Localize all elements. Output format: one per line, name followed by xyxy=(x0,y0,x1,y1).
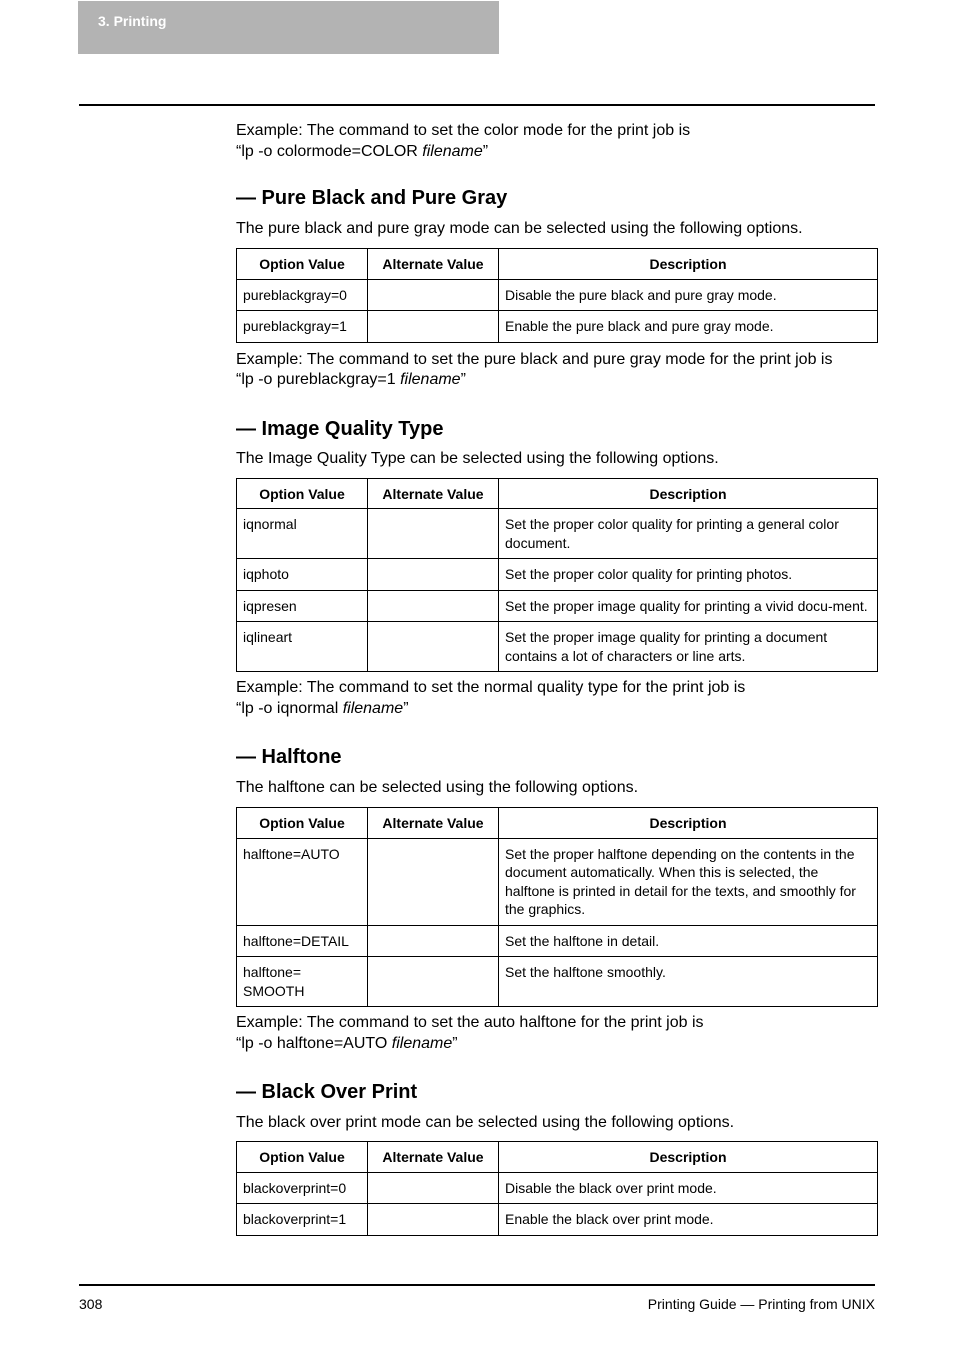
example-command: “lp -o iqnormal xyxy=(236,699,343,717)
footer-title: Printing Guide — Printing from UNIX xyxy=(647,1296,875,1312)
example-command: “lp -o pureblackgray=1 xyxy=(236,371,401,388)
example-line: Example: The command to set the pure black and pure gray mode for the print job is xyxy=(236,350,833,368)
option-cell: iqnormal xyxy=(237,509,368,559)
description-cell: Set the proper color quality for printing a general color document. xyxy=(499,509,878,559)
description-cell: Set the proper image quality for printing a vivid docu-ment. xyxy=(499,590,878,622)
chapter-label: 3. Printing xyxy=(98,13,167,29)
options-table xyxy=(236,807,878,1007)
col-header-option: Option Value xyxy=(237,808,368,839)
alternate-cell xyxy=(368,622,499,672)
table-header-row xyxy=(237,808,878,839)
example-filename: filename xyxy=(342,699,404,717)
page-content xyxy=(236,121,876,1236)
table-row xyxy=(237,1172,878,1204)
option-cell: iqlineart xyxy=(237,622,368,672)
alternate-cell xyxy=(368,957,499,1007)
example-command: “lp -o colormode=COLOR xyxy=(236,142,423,160)
table-row xyxy=(237,590,878,622)
option-cell: blackoverprint=0 xyxy=(237,1172,368,1204)
table-row xyxy=(237,957,878,1007)
section-intro: The halftone can be selected using the following options. xyxy=(236,779,639,796)
table-row xyxy=(237,559,878,591)
chapter-tab xyxy=(78,1,499,54)
table-row xyxy=(237,1204,878,1236)
table-row xyxy=(237,279,878,311)
example-filename: filename xyxy=(400,371,461,388)
alternate-cell xyxy=(368,1204,499,1236)
col-header-alternate: Alternate Value xyxy=(368,249,499,280)
header-rule xyxy=(79,104,875,106)
intro-example: Example: The command to set the color mode for the print job is “lp -o colormode=COLOR filename” xyxy=(236,122,691,160)
section-title: — Pure Black and Pure Gray xyxy=(236,187,508,209)
section-title: — Halftone xyxy=(236,746,342,768)
section-intro: The pure black and pure gray mode can be selected using the following options. xyxy=(236,220,803,237)
col-header-alternate: Alternate Value xyxy=(368,478,499,509)
section-example: Example: The command to set the auto halftone for the print job is “lp -o halftone=AUTO filename” xyxy=(236,1014,704,1052)
option-cell: pureblackgray=1 xyxy=(237,311,368,343)
description-cell: Enable the pure black and pure gray mode. xyxy=(499,311,878,343)
col-header-description: Description xyxy=(499,478,878,509)
table-header-row xyxy=(237,249,878,280)
col-header-description: Description xyxy=(499,1142,878,1173)
option-cell: halftone=AUTO xyxy=(237,838,368,925)
example-filename: filename xyxy=(422,142,483,160)
options-table xyxy=(236,478,878,673)
section-example: Example: The command to set the normal quality type for the print job is “lp -o iqnormal filename” xyxy=(236,679,746,717)
alternate-cell xyxy=(368,925,499,957)
option-cell: iqphoto xyxy=(237,559,368,591)
alternate-cell xyxy=(368,838,499,925)
table-row xyxy=(237,509,878,559)
option-cell: pureblackgray=0 xyxy=(237,279,368,311)
alternate-cell xyxy=(368,311,499,343)
description-cell: Set the proper halftone depending on the contents in the document automatically. When this is selected, the halftone is printed in detail for the texts, and smoothly for the graphics. xyxy=(499,838,878,925)
description-cell: Disable the black over print mode. xyxy=(499,1172,878,1204)
description-cell: Disable the pure black and pure gray mode. xyxy=(499,279,878,311)
alternate-cell xyxy=(368,1172,499,1204)
col-header-description: Description xyxy=(499,808,878,839)
alternate-cell xyxy=(368,509,499,559)
table-row xyxy=(237,925,878,957)
description-cell: Enable the black over print mode. xyxy=(499,1204,878,1236)
alternate-cell xyxy=(368,279,499,311)
table-header-row xyxy=(237,1142,878,1173)
table-header-row xyxy=(237,478,878,509)
option-cell: halftone= SMOOTH xyxy=(237,957,368,1007)
example-line: Example: The command to set the color mode for the print job is xyxy=(236,122,691,139)
example-line: Example: The command to set the normal quality type for the print job is xyxy=(236,679,746,696)
col-header-description: Description xyxy=(499,249,878,280)
description-cell: Set the proper image quality for printing a document contains a lot of characters or line arts. xyxy=(499,622,878,672)
col-header-alternate: Alternate Value xyxy=(368,808,499,839)
section-title: — Image Quality Type xyxy=(236,417,444,440)
options-table xyxy=(236,1141,878,1236)
col-header-option: Option Value xyxy=(237,478,368,509)
table-row xyxy=(237,311,878,343)
section-title: — Black Over Print xyxy=(236,1081,418,1103)
option-cell: iqpresen xyxy=(237,590,368,622)
options-table xyxy=(236,248,878,343)
description-cell: Set the halftone smoothly. xyxy=(499,957,878,1007)
col-header-option: Option Value xyxy=(237,249,368,280)
alternate-cell xyxy=(368,559,499,591)
option-cell: blackoverprint=1 xyxy=(237,1204,368,1236)
table-row xyxy=(237,622,878,672)
section-intro: The Image Quality Type can be selected using the following options. xyxy=(236,449,719,467)
example-filename: filename xyxy=(391,1034,453,1052)
col-header-option: Option Value xyxy=(237,1142,368,1173)
col-header-alternate: Alternate Value xyxy=(368,1142,499,1173)
option-cell: halftone=DETAIL xyxy=(237,925,368,957)
example-command: “lp -o halftone=AUTO xyxy=(236,1034,392,1052)
example-line: Example: The command to set the auto halftone for the print job is xyxy=(236,1014,704,1031)
section-example: Example: The command to set the pure black and pure gray mode for the print job is “lp -o pureblackgray=1 filename” xyxy=(236,350,833,388)
page-number: 308 xyxy=(79,1296,103,1312)
section-intro: The black over print mode can be selected using the following options. xyxy=(236,1114,735,1131)
description-cell: Set the halftone in detail. xyxy=(499,925,878,957)
description-cell: Set the proper color quality for printing photos. xyxy=(499,559,878,591)
alternate-cell xyxy=(368,590,499,622)
footer-rule xyxy=(79,1284,875,1286)
table-row xyxy=(237,838,878,925)
